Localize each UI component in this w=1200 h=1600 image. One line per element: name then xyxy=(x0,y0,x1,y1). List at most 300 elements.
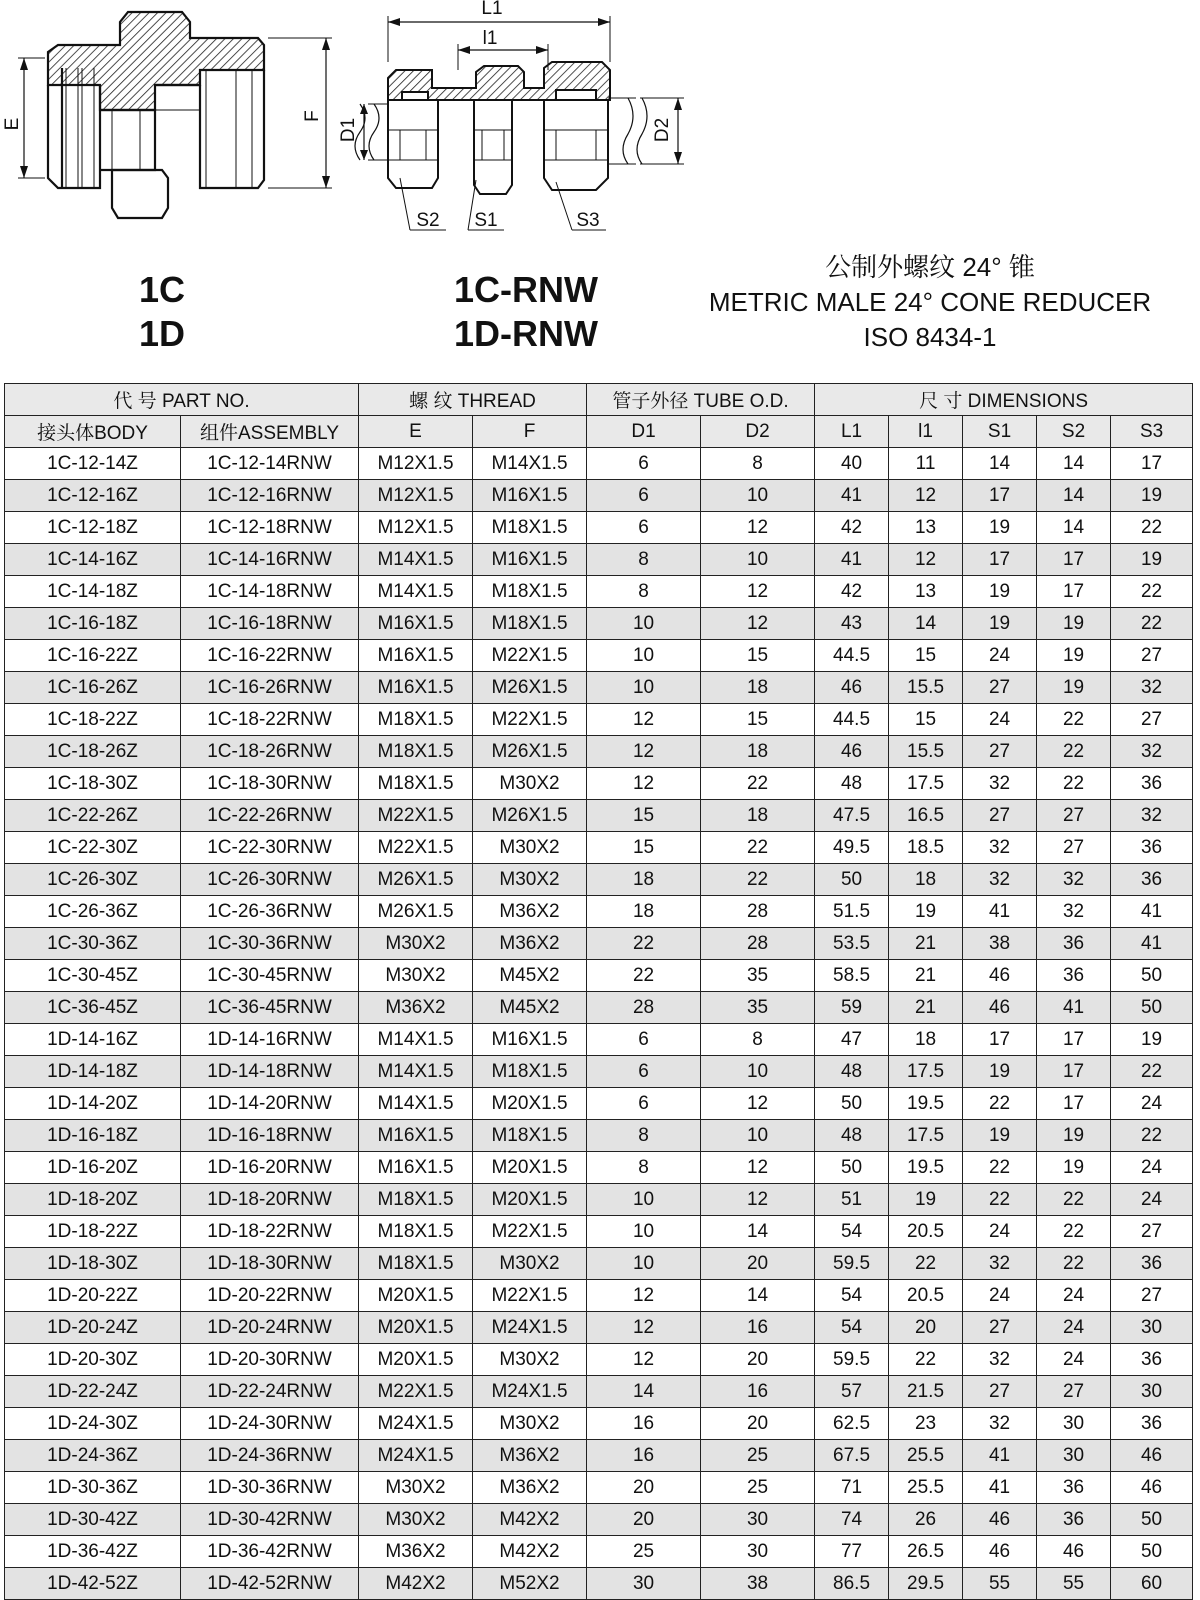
thread-f-cell: M36X2 xyxy=(473,1440,587,1472)
l1-inner-cell: 25.5 xyxy=(889,1440,963,1472)
s3-cell: 27 xyxy=(1111,1280,1193,1312)
l1-inner-cell: 12 xyxy=(889,544,963,576)
s1-cell: 27 xyxy=(963,800,1037,832)
thread-e-cell: M16X1.5 xyxy=(359,1152,473,1184)
thread-f-cell: M16X1.5 xyxy=(473,544,587,576)
l1-inner-cell: 18 xyxy=(889,864,963,896)
table-row xyxy=(5,768,1193,800)
l1-cell: 51.5 xyxy=(815,896,889,928)
group-dimensions: 尺 寸 DIMENSIONS xyxy=(815,384,1193,416)
thread-f-cell: M22X1.5 xyxy=(473,1280,587,1312)
d2-cell: 38 xyxy=(701,1568,815,1600)
label-s1: S1 xyxy=(474,210,498,231)
s3-cell: 32 xyxy=(1111,672,1193,704)
d2-cell: 10 xyxy=(701,1120,815,1152)
thread-f-cell: M26X1.5 xyxy=(473,736,587,768)
col-header-s3: S3 xyxy=(1111,416,1193,448)
assembly-cell: 1C-22-26RNW xyxy=(181,800,359,832)
label-l1-inner: l1 xyxy=(482,28,498,49)
assembly-cell: 1C-30-36RNW xyxy=(181,928,359,960)
col-header-e: E xyxy=(359,416,473,448)
l1-cell: 50 xyxy=(815,1152,889,1184)
d1-cell: 20 xyxy=(587,1504,701,1536)
thread-f-cell: M42X2 xyxy=(473,1504,587,1536)
assembly-cell: 1D-16-18RNW xyxy=(181,1120,359,1152)
assembly-cell: 1C-12-18RNW xyxy=(181,512,359,544)
l1-inner-cell: 22 xyxy=(889,1248,963,1280)
d2-cell: 12 xyxy=(701,1184,815,1216)
s3-cell: 36 xyxy=(1111,1248,1193,1280)
s1-cell: 41 xyxy=(963,1472,1037,1504)
table-row xyxy=(5,992,1193,1024)
body-cell: 1D-22-24Z xyxy=(5,1376,181,1408)
l1-inner-cell: 19 xyxy=(889,896,963,928)
table-row xyxy=(5,1536,1193,1568)
s3-cell: 17 xyxy=(1111,448,1193,480)
s1-cell: 24 xyxy=(963,640,1037,672)
assembly-cell: 1D-20-30RNW xyxy=(181,1344,359,1376)
s1-cell: 24 xyxy=(963,1280,1037,1312)
thread-e-cell: M18X1.5 xyxy=(359,1248,473,1280)
technical-drawing xyxy=(0,0,1200,250)
d1-cell: 6 xyxy=(587,480,701,512)
d1-cell: 15 xyxy=(587,832,701,864)
body-cell: 1C-18-22Z xyxy=(5,704,181,736)
s1-cell: 46 xyxy=(963,960,1037,992)
l1-inner-cell: 17.5 xyxy=(889,1120,963,1152)
body-model-labels xyxy=(122,268,202,356)
table-row xyxy=(5,576,1193,608)
s2-cell: 17 xyxy=(1037,1024,1111,1056)
thread-e-cell: M26X1.5 xyxy=(359,896,473,928)
assembly-cell: 1C-22-30RNW xyxy=(181,832,359,864)
col-header-f: F xyxy=(473,416,587,448)
thread-f-cell: M18X1.5 xyxy=(473,512,587,544)
s2-cell: 36 xyxy=(1037,928,1111,960)
s3-cell: 30 xyxy=(1111,1312,1193,1344)
body-cell: 1D-18-20Z xyxy=(5,1184,181,1216)
thread-e-cell: M30X2 xyxy=(359,1504,473,1536)
l1-cell: 62.5 xyxy=(815,1408,889,1440)
assembly-model-labels xyxy=(436,268,616,356)
assembly-cell: 1C-16-22RNW xyxy=(181,640,359,672)
label-s2: S2 xyxy=(416,210,440,231)
table-row xyxy=(5,448,1193,480)
table-row xyxy=(5,640,1193,672)
l1-cell: 59.5 xyxy=(815,1248,889,1280)
s1-cell: 38 xyxy=(963,928,1037,960)
body-cell: 1D-14-18Z xyxy=(5,1056,181,1088)
col-header-assembly: 组件ASSEMBLY xyxy=(181,416,359,448)
assembly-cell: 1D-42-52RNW xyxy=(181,1568,359,1600)
body-cell: 1D-36-42Z xyxy=(5,1536,181,1568)
table-row xyxy=(5,1408,1193,1440)
d2-cell: 22 xyxy=(701,768,815,800)
s3-cell: 30 xyxy=(1111,1376,1193,1408)
thread-f-cell: M30X2 xyxy=(473,832,587,864)
assembly-cell: 1D-14-18RNW xyxy=(181,1056,359,1088)
d1-cell: 12 xyxy=(587,1344,701,1376)
body-model-b: 1D xyxy=(138,313,186,354)
thread-e-cell: M14X1.5 xyxy=(359,544,473,576)
body-cell: 1C-30-36Z xyxy=(5,928,181,960)
s3-cell: 27 xyxy=(1111,1216,1193,1248)
l1-inner-cell: 15.5 xyxy=(889,672,963,704)
s2-cell: 22 xyxy=(1037,1216,1111,1248)
l1-inner-cell: 17.5 xyxy=(889,768,963,800)
s3-cell: 24 xyxy=(1111,1152,1193,1184)
thread-e-cell: M42X2 xyxy=(359,1568,473,1600)
assembly-cell: 1C-14-18RNW xyxy=(181,576,359,608)
s3-cell: 19 xyxy=(1111,1024,1193,1056)
body-cell: 1C-18-30Z xyxy=(5,768,181,800)
thread-e-cell: M18X1.5 xyxy=(359,704,473,736)
table-row xyxy=(5,1088,1193,1120)
table-row xyxy=(5,1248,1193,1280)
s1-cell: 24 xyxy=(963,704,1037,736)
l1-inner-cell: 11 xyxy=(889,448,963,480)
l1-cell: 54 xyxy=(815,1216,889,1248)
d2-cell: 20 xyxy=(701,1344,815,1376)
thread-f-cell: M20X1.5 xyxy=(473,1184,587,1216)
body-fitting-drawing xyxy=(18,12,332,218)
thread-e-cell: M20X1.5 xyxy=(359,1344,473,1376)
table-row xyxy=(5,1568,1193,1600)
thread-f-cell: M36X2 xyxy=(473,928,587,960)
d2-cell: 14 xyxy=(701,1280,815,1312)
s1-cell: 32 xyxy=(963,832,1037,864)
column-header-row xyxy=(5,416,1193,448)
s2-cell: 19 xyxy=(1037,1152,1111,1184)
col-header-l1-inner: l1 xyxy=(889,416,963,448)
body-cell: 1D-20-22Z xyxy=(5,1280,181,1312)
assembly-cell: 1D-20-24RNW xyxy=(181,1312,359,1344)
body-cell: 1D-24-30Z xyxy=(5,1408,181,1440)
s1-cell: 17 xyxy=(963,480,1037,512)
d2-cell: 25 xyxy=(701,1440,815,1472)
s2-cell: 22 xyxy=(1037,1184,1111,1216)
thread-e-cell: M30X2 xyxy=(359,928,473,960)
assembly-cell: 1C-12-14RNW xyxy=(181,448,359,480)
l1-cell: 74 xyxy=(815,1504,889,1536)
s2-cell: 14 xyxy=(1037,480,1111,512)
l1-inner-cell: 19 xyxy=(889,1184,963,1216)
s3-cell: 32 xyxy=(1111,800,1193,832)
assembly-model-b: 1D-RNW xyxy=(454,313,598,354)
d1-cell: 25 xyxy=(587,1536,701,1568)
s2-cell: 22 xyxy=(1037,736,1111,768)
l1-cell: 46 xyxy=(815,672,889,704)
thread-f-cell: M36X2 xyxy=(473,1472,587,1504)
s2-cell: 30 xyxy=(1037,1408,1111,1440)
s3-cell: 32 xyxy=(1111,736,1193,768)
thread-f-cell: M24X1.5 xyxy=(473,1312,587,1344)
body-cell: 1D-14-16Z xyxy=(5,1024,181,1056)
s3-cell: 60 xyxy=(1111,1568,1193,1600)
thread-f-cell: M26X1.5 xyxy=(473,800,587,832)
s2-cell: 19 xyxy=(1037,672,1111,704)
s2-cell: 27 xyxy=(1037,1376,1111,1408)
s2-cell: 24 xyxy=(1037,1344,1111,1376)
thread-e-cell: M16X1.5 xyxy=(359,672,473,704)
s2-cell: 17 xyxy=(1037,544,1111,576)
l1-inner-cell: 25.5 xyxy=(889,1472,963,1504)
table-row xyxy=(5,832,1193,864)
assembly-cell: 1C-26-30RNW xyxy=(181,864,359,896)
body-cell: 1C-12-18Z xyxy=(5,512,181,544)
thread-e-cell: M22X1.5 xyxy=(359,832,473,864)
s2-cell: 24 xyxy=(1037,1280,1111,1312)
s2-cell: 17 xyxy=(1037,1056,1111,1088)
table-row xyxy=(5,960,1193,992)
title-standard: ISO 8434-1 xyxy=(863,322,997,352)
l1-inner-cell: 13 xyxy=(889,512,963,544)
thread-f-cell: M14X1.5 xyxy=(473,448,587,480)
l1-inner-cell: 15 xyxy=(889,640,963,672)
col-header-s2: S2 xyxy=(1037,416,1111,448)
assembly-cell: 1C-14-16RNW xyxy=(181,544,359,576)
label-e: E xyxy=(2,117,23,131)
s1-cell: 22 xyxy=(963,1088,1037,1120)
d1-cell: 10 xyxy=(587,1216,701,1248)
d1-cell: 15 xyxy=(587,800,701,832)
s1-cell: 17 xyxy=(963,544,1037,576)
thread-e-cell: M18X1.5 xyxy=(359,736,473,768)
thread-e-cell: M20X1.5 xyxy=(359,1280,473,1312)
l1-cell: 59 xyxy=(815,992,889,1024)
assembly-cell: 1D-36-42RNW xyxy=(181,1536,359,1568)
s2-cell: 46 xyxy=(1037,1536,1111,1568)
d1-cell: 28 xyxy=(587,992,701,1024)
thread-f-cell: M24X1.5 xyxy=(473,1376,587,1408)
s1-cell: 24 xyxy=(963,1216,1037,1248)
l1-inner-cell: 21 xyxy=(889,992,963,1024)
d1-cell: 18 xyxy=(587,864,701,896)
assembly-cell: 1D-18-30RNW xyxy=(181,1248,359,1280)
d2-cell: 12 xyxy=(701,608,815,640)
s2-cell: 27 xyxy=(1037,800,1111,832)
thread-f-cell: M42X2 xyxy=(473,1536,587,1568)
thread-e-cell: M22X1.5 xyxy=(359,1376,473,1408)
d1-cell: 6 xyxy=(587,1056,701,1088)
label-d1: D1 xyxy=(338,117,359,143)
thread-f-cell: M20X1.5 xyxy=(473,1152,587,1184)
s2-cell: 19 xyxy=(1037,1120,1111,1152)
assembly-model-a: 1C-RNW xyxy=(454,269,598,310)
s3-cell: 27 xyxy=(1111,640,1193,672)
assembly-cell: 1C-26-36RNW xyxy=(181,896,359,928)
s1-cell: 32 xyxy=(963,1344,1037,1376)
d1-cell: 12 xyxy=(587,1312,701,1344)
body-cell: 1C-16-26Z xyxy=(5,672,181,704)
l1-cell: 67.5 xyxy=(815,1440,889,1472)
d2-cell: 8 xyxy=(701,448,815,480)
s3-cell: 41 xyxy=(1111,928,1193,960)
l1-inner-cell: 17.5 xyxy=(889,1056,963,1088)
l1-cell: 41 xyxy=(815,480,889,512)
l1-inner-cell: 12 xyxy=(889,480,963,512)
d1-cell: 10 xyxy=(587,640,701,672)
s1-cell: 27 xyxy=(963,1312,1037,1344)
label-l1-total: L1 xyxy=(481,0,503,19)
d1-cell: 22 xyxy=(587,960,701,992)
label-f: F xyxy=(302,110,323,122)
dimensions-table xyxy=(4,383,1193,1600)
body-cell: 1D-16-18Z xyxy=(5,1120,181,1152)
d1-cell: 18 xyxy=(587,896,701,928)
l1-inner-cell: 20.5 xyxy=(889,1216,963,1248)
l1-cell: 58.5 xyxy=(815,960,889,992)
table-body xyxy=(5,448,1193,1600)
s2-cell: 14 xyxy=(1037,512,1111,544)
d2-cell: 35 xyxy=(701,992,815,1024)
l1-inner-cell: 22 xyxy=(889,1344,963,1376)
table-row xyxy=(5,1440,1193,1472)
l1-inner-cell: 21 xyxy=(889,960,963,992)
s2-cell: 32 xyxy=(1037,864,1111,896)
thread-f-cell: M18X1.5 xyxy=(473,608,587,640)
l1-cell: 47.5 xyxy=(815,800,889,832)
thread-e-cell: M14X1.5 xyxy=(359,576,473,608)
d2-cell: 12 xyxy=(701,1088,815,1120)
col-header-d2: D2 xyxy=(701,416,815,448)
thread-e-cell: M18X1.5 xyxy=(359,1216,473,1248)
s3-cell: 22 xyxy=(1111,1120,1193,1152)
l1-inner-cell: 20.5 xyxy=(889,1280,963,1312)
assembly-fitting-drawing xyxy=(355,16,684,230)
l1-inner-cell: 14 xyxy=(889,608,963,640)
assembly-cell: 1D-14-16RNW xyxy=(181,1024,359,1056)
assembly-cell: 1D-30-42RNW xyxy=(181,1504,359,1536)
body-cell: 1D-42-52Z xyxy=(5,1568,181,1600)
s1-cell: 19 xyxy=(963,512,1037,544)
assembly-cell: 1C-12-16RNW xyxy=(181,480,359,512)
assembly-cell: 1D-22-24RNW xyxy=(181,1376,359,1408)
table-row xyxy=(5,1344,1193,1376)
d1-cell: 10 xyxy=(587,608,701,640)
table-row xyxy=(5,1312,1193,1344)
body-cell: 1D-30-42Z xyxy=(5,1504,181,1536)
d2-cell: 35 xyxy=(701,960,815,992)
thread-f-cell: M52X2 xyxy=(473,1568,587,1600)
d2-cell: 18 xyxy=(701,736,815,768)
l1-cell: 48 xyxy=(815,1056,889,1088)
l1-inner-cell: 19.5 xyxy=(889,1152,963,1184)
body-cell: 1D-24-36Z xyxy=(5,1440,181,1472)
body-cell: 1D-20-30Z xyxy=(5,1344,181,1376)
s2-cell: 19 xyxy=(1037,640,1111,672)
s3-cell: 36 xyxy=(1111,1408,1193,1440)
d2-cell: 10 xyxy=(701,480,815,512)
s3-cell: 27 xyxy=(1111,704,1193,736)
thread-e-cell: M30X2 xyxy=(359,960,473,992)
s2-cell: 17 xyxy=(1037,576,1111,608)
l1-cell: 47 xyxy=(815,1024,889,1056)
thread-f-cell: M16X1.5 xyxy=(473,480,587,512)
l1-inner-cell: 26 xyxy=(889,1504,963,1536)
thread-f-cell: M45X2 xyxy=(473,992,587,1024)
thread-f-cell: M18X1.5 xyxy=(473,1120,587,1152)
l1-cell: 50 xyxy=(815,864,889,896)
s3-cell: 22 xyxy=(1111,576,1193,608)
d1-cell: 6 xyxy=(587,1088,701,1120)
thread-e-cell: M18X1.5 xyxy=(359,1184,473,1216)
l1-cell: 77 xyxy=(815,1536,889,1568)
l1-cell: 54 xyxy=(815,1312,889,1344)
assembly-cell: 1C-16-18RNW xyxy=(181,608,359,640)
s1-cell: 27 xyxy=(963,672,1037,704)
s3-cell: 19 xyxy=(1111,544,1193,576)
assembly-cell: 1C-18-22RNW xyxy=(181,704,359,736)
s1-cell: 46 xyxy=(963,992,1037,1024)
s1-cell: 55 xyxy=(963,1568,1037,1600)
table-row xyxy=(5,1216,1193,1248)
s3-cell: 50 xyxy=(1111,960,1193,992)
s2-cell: 27 xyxy=(1037,832,1111,864)
col-header-s1: S1 xyxy=(963,416,1037,448)
s3-cell: 36 xyxy=(1111,1344,1193,1376)
body-model-a: 1C xyxy=(138,269,186,310)
table-row xyxy=(5,1056,1193,1088)
body-cell: 1C-22-30Z xyxy=(5,832,181,864)
table-row xyxy=(5,864,1193,896)
thread-f-cell: M36X2 xyxy=(473,896,587,928)
thread-f-cell: M16X1.5 xyxy=(473,1024,587,1056)
d2-cell: 25 xyxy=(701,1472,815,1504)
table-row xyxy=(5,928,1193,960)
s1-cell: 46 xyxy=(963,1536,1037,1568)
l1-cell: 48 xyxy=(815,768,889,800)
l1-cell: 53.5 xyxy=(815,928,889,960)
thread-e-cell: M22X1.5 xyxy=(359,800,473,832)
s3-cell: 50 xyxy=(1111,1536,1193,1568)
d2-cell: 30 xyxy=(701,1504,815,1536)
d2-cell: 18 xyxy=(701,800,815,832)
title-english: METRIC MALE 24° CONE REDUCER xyxy=(708,287,1152,317)
thread-f-cell: M30X2 xyxy=(473,1344,587,1376)
body-cell: 1C-26-30Z xyxy=(5,864,181,896)
thread-e-cell: M12X1.5 xyxy=(359,480,473,512)
table-row xyxy=(5,896,1193,928)
assembly-cell: 1D-20-22RNW xyxy=(181,1280,359,1312)
s1-cell: 32 xyxy=(963,1408,1037,1440)
l1-inner-cell: 20 xyxy=(889,1312,963,1344)
l1-inner-cell: 29.5 xyxy=(889,1568,963,1600)
table-row xyxy=(5,608,1193,640)
body-cell: 1C-26-36Z xyxy=(5,896,181,928)
assembly-cell: 1D-24-36RNW xyxy=(181,1440,359,1472)
s1-cell: 41 xyxy=(963,1440,1037,1472)
s3-cell: 36 xyxy=(1111,864,1193,896)
table-row xyxy=(5,1504,1193,1536)
product-title xyxy=(660,250,1200,355)
assembly-cell: 1D-14-20RNW xyxy=(181,1088,359,1120)
l1-inner-cell: 26.5 xyxy=(889,1536,963,1568)
l1-cell: 42 xyxy=(815,512,889,544)
d1-cell: 12 xyxy=(587,768,701,800)
l1-cell: 40 xyxy=(815,448,889,480)
table-row xyxy=(5,1472,1193,1504)
d1-cell: 8 xyxy=(587,1152,701,1184)
table-row xyxy=(5,1120,1193,1152)
table-row xyxy=(5,704,1193,736)
s3-cell: 24 xyxy=(1111,1184,1193,1216)
col-header-l1: L1 xyxy=(815,416,889,448)
d2-cell: 22 xyxy=(701,864,815,896)
d2-cell: 12 xyxy=(701,512,815,544)
thread-e-cell: M14X1.5 xyxy=(359,1088,473,1120)
d2-cell: 20 xyxy=(701,1248,815,1280)
